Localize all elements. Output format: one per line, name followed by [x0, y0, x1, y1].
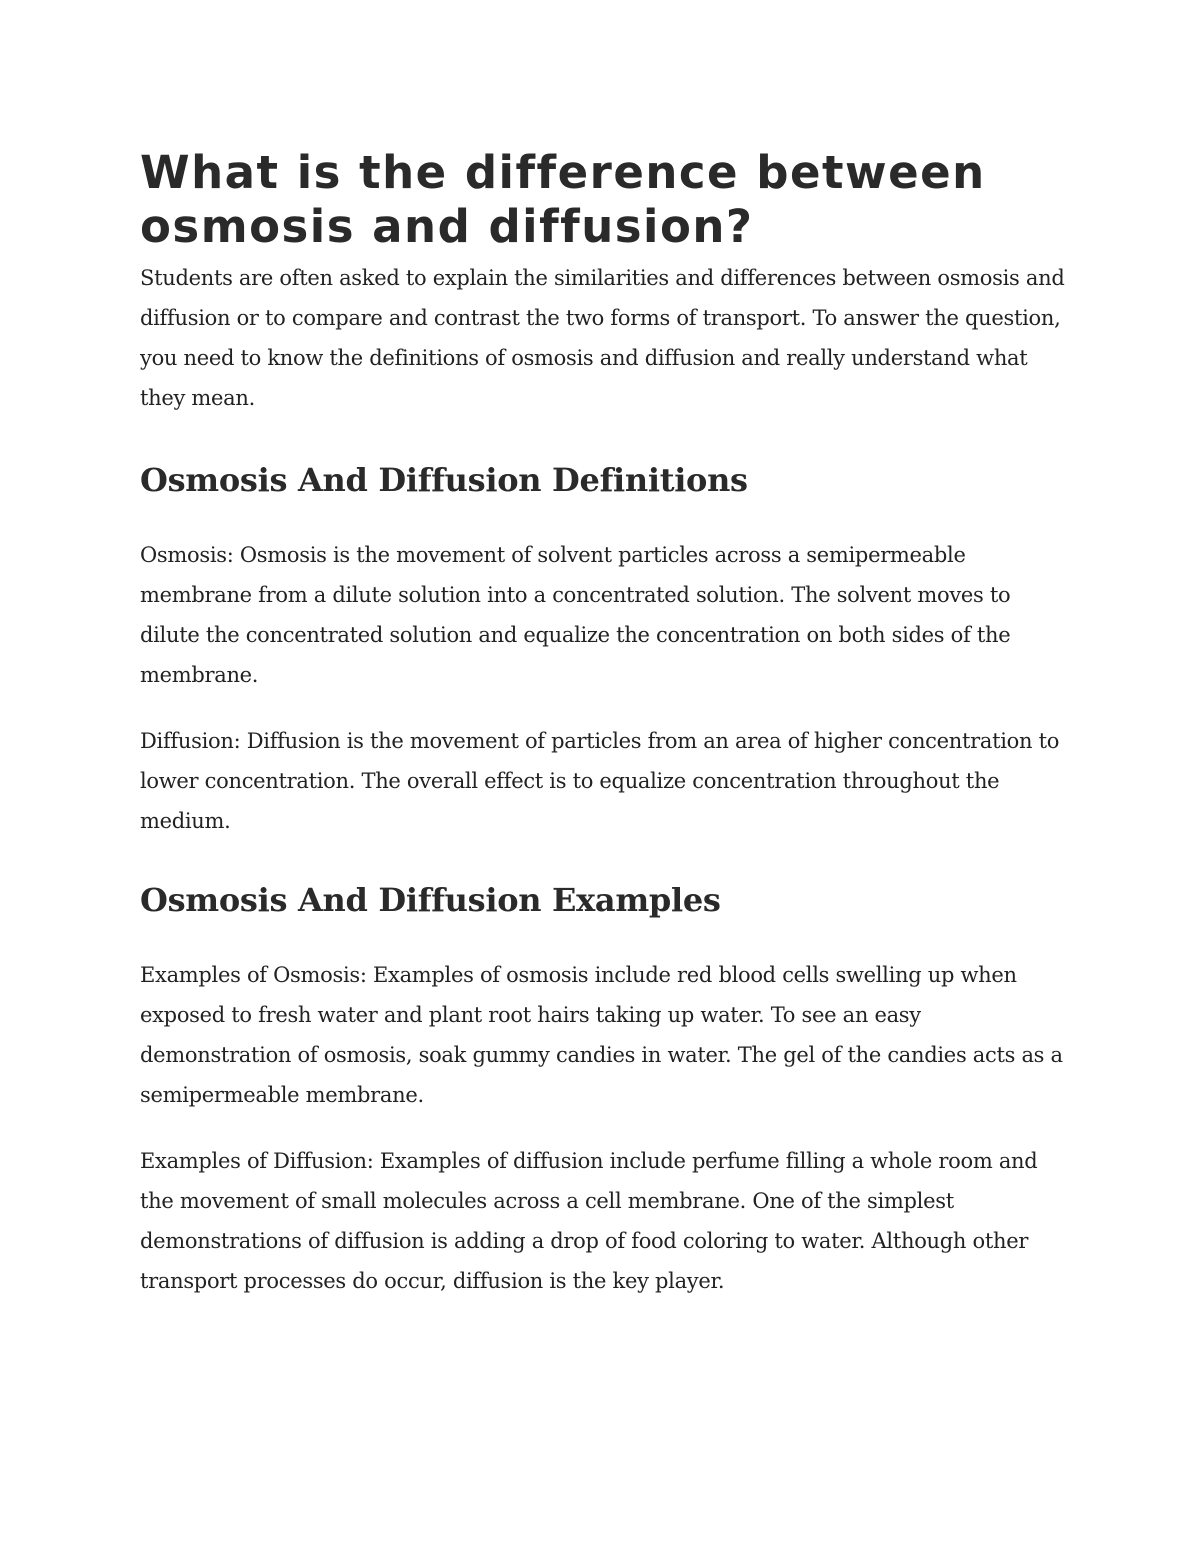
- section-heading-definitions: Osmosis And Diffusion Definitions: [140, 461, 748, 499]
- document-title: What is the difference between osmosis and diffusion?: [140, 146, 986, 253]
- diffusion-examples-paragraph: Examples of Diffusion: Examples of diffusion include perfume filling a whole room and the movement of small molecules across a cell membrane. One of the simplest demonstrations of diffusion is adding a drop of food coloring to water. Although other transport processes do occur, diffusion is the key player.: [140, 1149, 1038, 1293]
- intro-paragraph: Students are often asked to explain the similarities and differences between osmosis and diffusion or to compare and contrast the two forms of transport. To answer the question, you need to know the definitions of osmosis and diffusion and really understand what they mean.: [140, 266, 1065, 410]
- osmosis-examples-paragraph: Examples of Osmosis: Examples of osmosis include red blood cells swelling up when exposed to fresh water and plant root hairs taking up water. To see an easy demonstration of osmosis, soak gummy candies in water. The gel of the candies acts as a semipermeable membrane.: [140, 963, 1063, 1107]
- section-heading-examples: Osmosis And Diffusion Examples: [140, 881, 721, 919]
- document-page: [140, 140, 1070, 1301]
- diffusion-definition-paragraph: Diffusion: Diffusion is the movement of particles from an area of higher concentration to lower concentration. The overall effect is to equalize concentration throughout the medium.: [140, 729, 1060, 833]
- osmosis-definition-paragraph: Osmosis: Osmosis is the movement of solvent particles across a semipermeable membrane from a dilute solution into a concentrated solution. The solvent moves to dilute the concentrated solution and equalize the concentration on both sides of the membrane.: [140, 543, 1011, 687]
